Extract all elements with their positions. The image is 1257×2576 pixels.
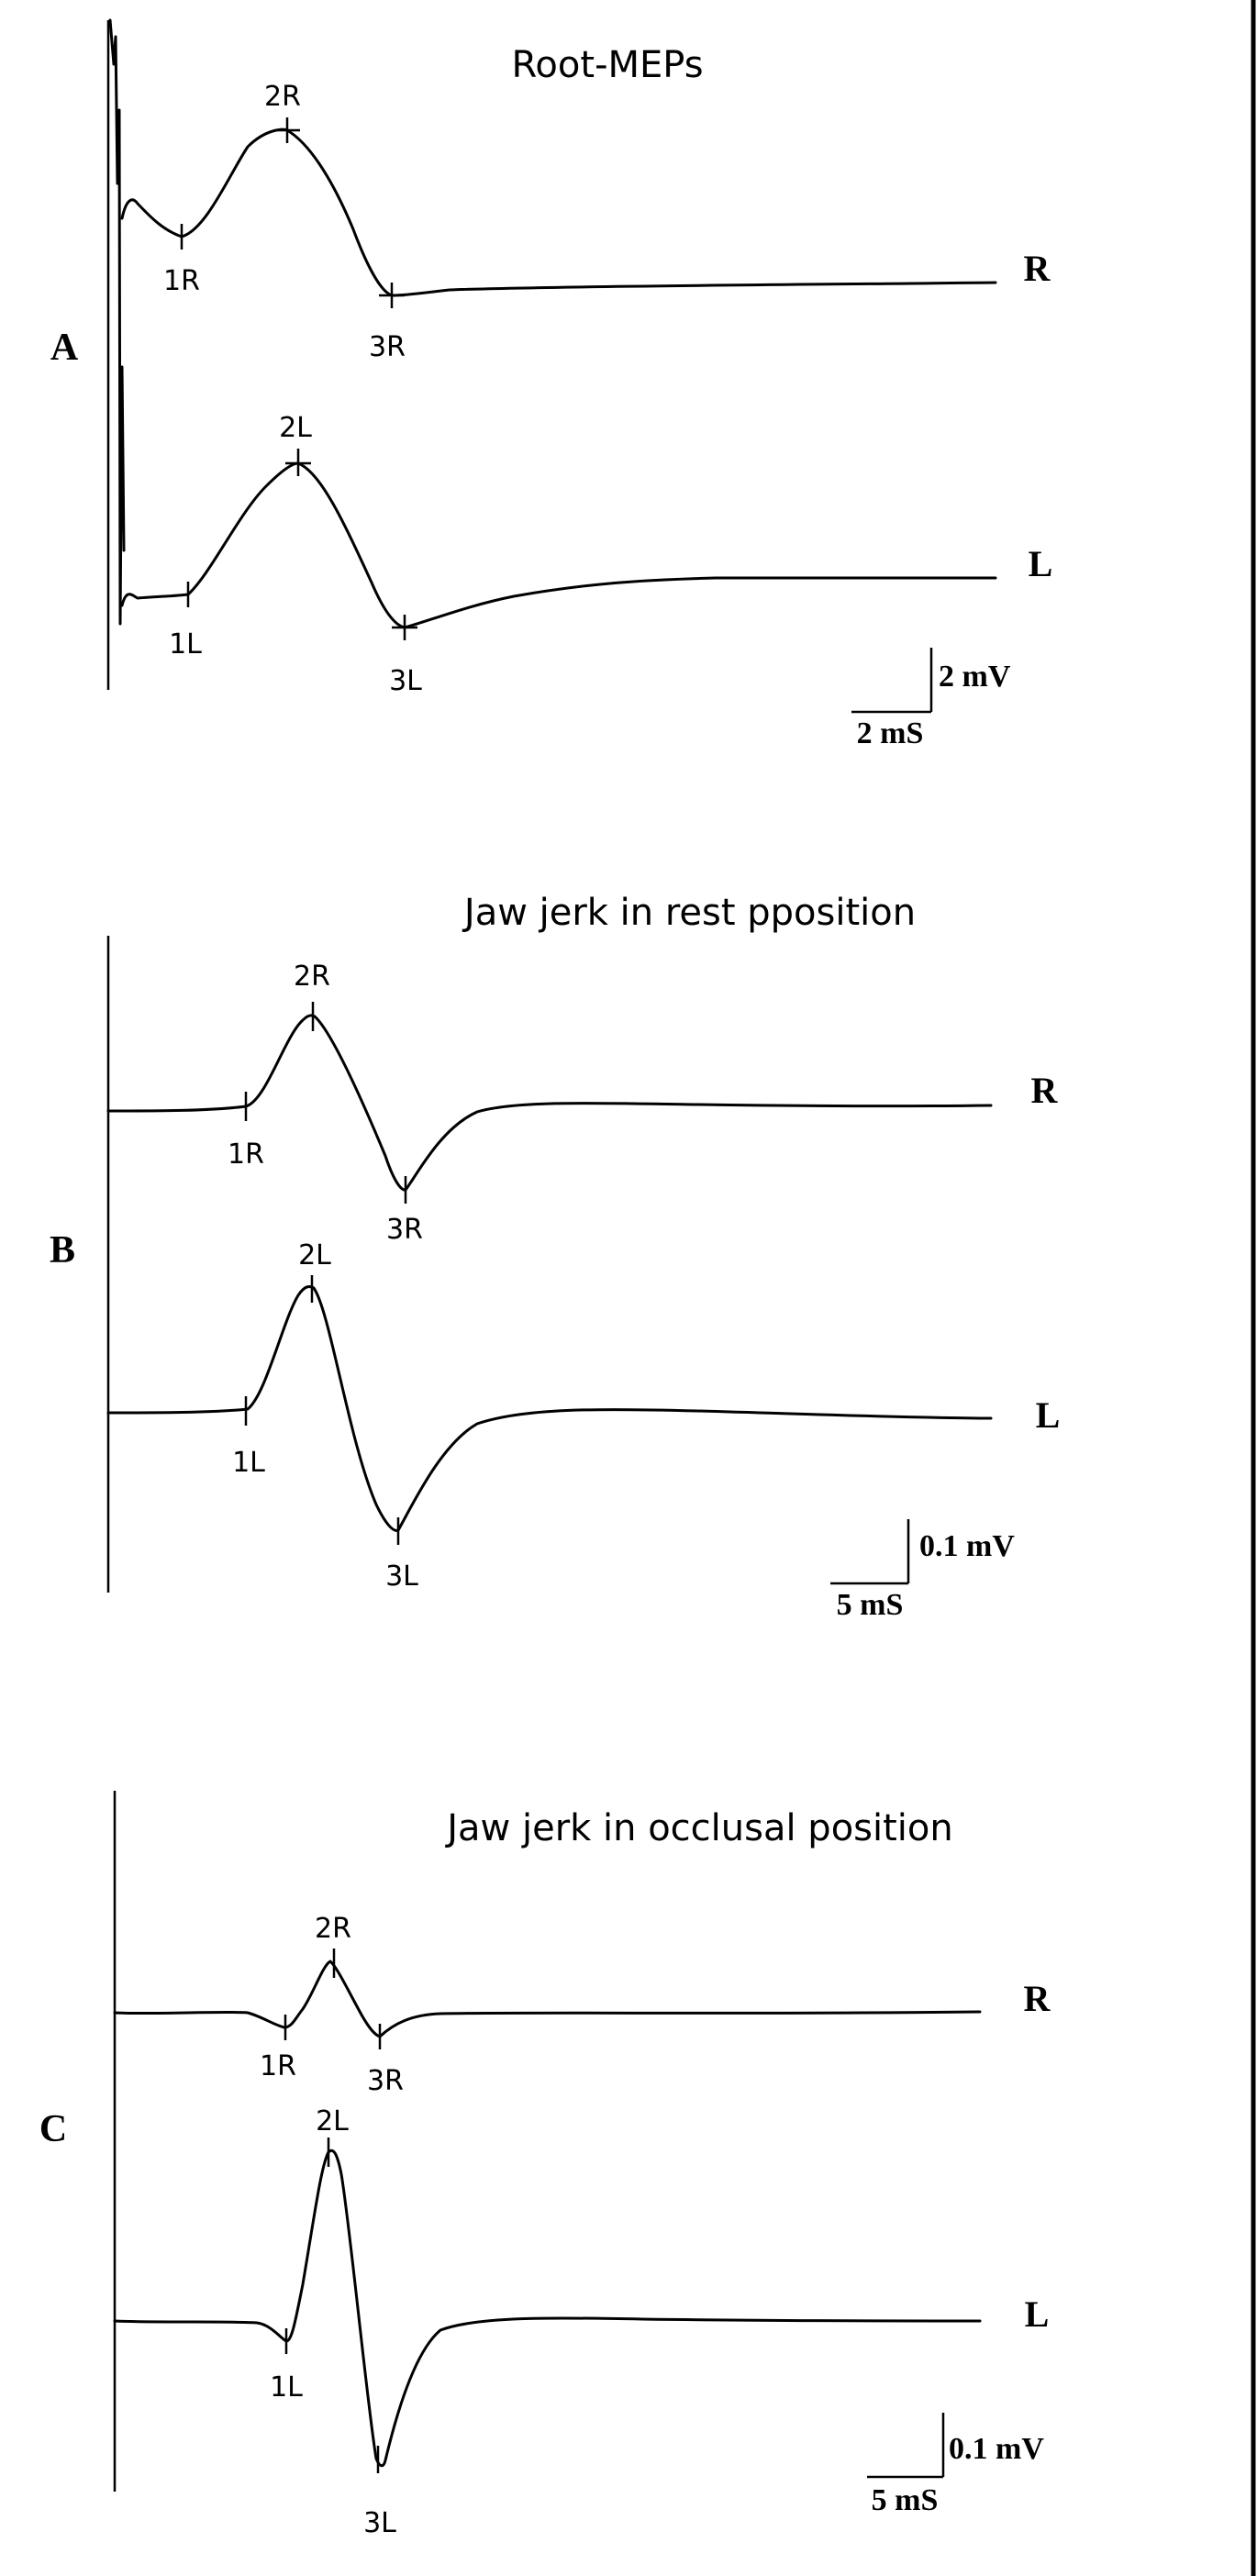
panel-a-label: A	[50, 327, 79, 369]
marker-label: 2L	[279, 412, 312, 444]
series-label: R	[1023, 1978, 1051, 2019]
series-label: L	[1028, 543, 1053, 584]
marker-label: 3L	[389, 665, 422, 697]
marker-label: 3R	[386, 1214, 423, 1246]
series-label: L	[1024, 2293, 1050, 2335]
panel-b-markers-l	[232, 1239, 418, 1593]
panel-c-markers-l	[270, 2105, 396, 2539]
marker-label: 2L	[316, 2105, 349, 2137]
marker-label: 1L	[270, 2371, 303, 2404]
panel-c	[39, 1791, 1051, 2539]
marker-label: 3R	[369, 331, 406, 363]
panel-c-scale-bar	[867, 2413, 1044, 2517]
series-label: R	[1030, 1070, 1058, 1111]
marker-label: 2R	[294, 960, 330, 993]
panel-b	[50, 892, 1060, 1622]
marker-label: 2R	[264, 81, 301, 113]
panel-c-trace-r	[115, 1961, 980, 2037]
panel-a-trace-r	[122, 129, 996, 295]
marker-label: 1L	[169, 628, 202, 661]
panel-a-artifact	[110, 20, 124, 624]
panel-a-title: Root-MEPs	[511, 44, 704, 86]
panel-a	[50, 20, 1053, 750]
panel-b-markers-r	[228, 960, 423, 1246]
marker-label: 2L	[298, 1239, 331, 1271]
panel-a-markers-l	[169, 412, 422, 697]
panel-a-series-l-label	[1029, 543, 1053, 584]
scale-bar-amplitude: 0.1 mV	[949, 2432, 1044, 2466]
scale-bar-amplitude: 2 mV	[939, 660, 1011, 694]
series-label: R	[1023, 248, 1051, 289]
scale-bar-amplitude: 0.1 mV	[919, 1529, 1015, 1563]
panel-a-series-r-label	[1024, 248, 1051, 289]
marker-label: 3R	[367, 2065, 404, 2097]
panel-a-scale-bar	[851, 648, 1011, 750]
panel-b-label: B	[49, 1229, 76, 1271]
marker-label: 3L	[363, 2507, 396, 2539]
marker-label: 1L	[232, 1447, 265, 1479]
scale-bar-time: 2 mS	[856, 716, 924, 750]
series-label: L	[1035, 1394, 1061, 1436]
panel-b-trace-l	[108, 1286, 991, 1530]
panel-c-label: C	[39, 2108, 68, 2150]
panel-b-title: Jaw jerk in rest pposition	[463, 892, 917, 934]
panel-b-scale-bar	[830, 1519, 1015, 1622]
marker-label: 3L	[385, 1560, 418, 1593]
panel-a-trace-l	[122, 463, 996, 627]
panel-c-trace-l	[115, 2150, 980, 2466]
marker-label: 2R	[315, 1913, 351, 1945]
scale-bar-time: 5 mS	[836, 1588, 904, 1622]
panel-c-title: Jaw jerk in occlusal position	[447, 1807, 953, 1849]
marker-label: 1R	[260, 2050, 296, 2082]
marker-label: 1R	[163, 265, 200, 297]
panel-c-markers-r	[260, 1913, 404, 2097]
marker-label: 1R	[228, 1138, 264, 1171]
scale-bar-time: 5 mS	[871, 2483, 939, 2517]
